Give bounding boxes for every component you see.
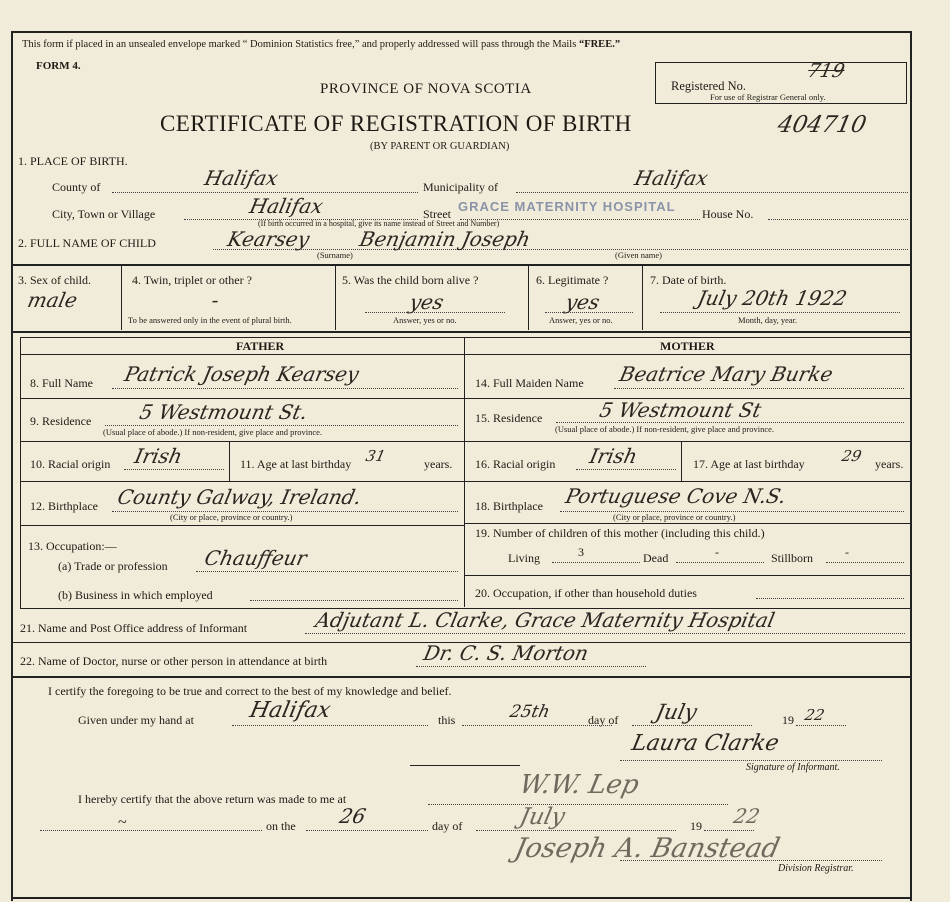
father-row-divider (20, 525, 464, 526)
mother-age-label: 17. Age at last birthday (693, 457, 805, 471)
surname-caption: (Surname) (317, 250, 353, 260)
reg-month-line (476, 830, 676, 831)
living-value: 3 (578, 545, 584, 559)
child-name-label: 2. FULL NAME OF CHILD (18, 236, 156, 250)
mother-row-divider (464, 481, 910, 482)
reg-year: 22 (731, 804, 763, 828)
col-divider (121, 266, 122, 330)
twin-value: - (209, 288, 222, 312)
parents-middle-divider (464, 337, 465, 607)
registrar-caption: Division Registrar. (778, 863, 854, 874)
year-prefix: 19 (782, 713, 794, 727)
stillborn-line (826, 562, 904, 563)
reg-day-of-label: day of (432, 819, 463, 833)
mother-residence-label: 15. Residence (475, 411, 543, 425)
given-month-line (632, 725, 752, 726)
father-row-divider (20, 398, 464, 399)
given-place-line (232, 725, 428, 726)
father-residence-caption: (Usual place of abode.) If non-resident, give place and province. (103, 427, 323, 437)
given-day: 25th (507, 702, 552, 722)
city-value: Halifax (247, 194, 326, 218)
living-line (552, 562, 640, 563)
mother-name-line (614, 388, 904, 389)
house-line (768, 219, 908, 220)
mother-racial-line (576, 469, 676, 470)
father-heading: FATHER (236, 339, 285, 353)
father-age-label: 11. Age at last birthday (240, 457, 352, 471)
mother-residence-line (556, 422, 904, 423)
dead-value: - (715, 545, 719, 559)
father-business-line (250, 600, 458, 601)
given-place: Halifax (247, 698, 333, 723)
row-divider (12, 676, 910, 678)
informant-line (305, 633, 905, 634)
certificate-title: CERTIFICATE OF REGISTRATION OF BIRTH (160, 111, 632, 136)
place-section-label: 1. PLACE OF BIRTH. (18, 154, 128, 168)
reg-month: July (517, 804, 568, 830)
dob-label: 7. Date of birth. (650, 273, 727, 287)
registrar-use-note: For use of Registrar General only. (710, 92, 826, 102)
father-trade-line (196, 571, 458, 572)
bottom-border (11, 897, 911, 899)
mother-birthplace-label: 18. Birthplace (475, 499, 543, 513)
legit-line (545, 312, 633, 313)
sex-value: male (25, 288, 80, 312)
alive-line (365, 312, 505, 313)
divider-short (410, 765, 520, 766)
dob-line (660, 312, 900, 313)
mother-birthplace-caption: (City or place, province or country.) (613, 512, 736, 522)
doctor-line (416, 666, 646, 667)
row-divider (12, 331, 910, 333)
reg-day: 26 (337, 804, 369, 828)
twin-label: 4. Twin, triplet or other ? (132, 273, 252, 287)
reg-day-line (306, 830, 428, 831)
registrar-place-line (428, 804, 728, 805)
mother-age-divider (681, 441, 682, 481)
mother-row-divider (464, 441, 910, 442)
legit-value: yes (563, 290, 602, 314)
father-residence-label: 9. Residence (30, 414, 92, 428)
registered-no-value: 719 (805, 60, 847, 82)
father-age-value: 31 (364, 447, 388, 465)
mother-racial-value: Irish (587, 444, 640, 468)
father-racial-line (124, 469, 224, 470)
given-month: July (653, 700, 700, 724)
informant-signature-line (620, 760, 882, 761)
row-divider (12, 264, 910, 266)
registrar-first-line (40, 830, 262, 831)
father-age-divider (229, 441, 230, 481)
this-label: this (438, 713, 456, 727)
registrar-signature-line (620, 860, 882, 861)
father-occupation-label: 13. Occupation:— (28, 539, 117, 553)
top-border (11, 31, 911, 33)
given-label: Given under my hand at (78, 713, 194, 727)
col-divider (642, 266, 643, 330)
mother-occupation-line (756, 598, 904, 599)
father-name-line (112, 388, 458, 389)
living-label: Living (508, 551, 540, 565)
father-trade-label: (a) Trade or profession (58, 559, 168, 573)
form-number: FORM 4. (36, 60, 81, 72)
street-value: GRACE MATERNITY HOSPITAL (458, 199, 676, 214)
stillborn-value: - (845, 545, 849, 559)
mail-notice-free: “FREE.” (578, 39, 621, 50)
certify-text: I certify the foregoing to be true and correct to the best of my knowledge and belief. (48, 684, 452, 698)
father-racial-value: Irish (132, 444, 185, 468)
informant-signature-caption: Signature of Informant. (746, 762, 840, 773)
informant-signature: Laura Clarke (629, 731, 782, 756)
reg-year-prefix: 19 (690, 819, 702, 833)
given-year-line (796, 725, 846, 726)
mother-heading: MOTHER (660, 339, 715, 353)
house-label: House No. (702, 207, 754, 221)
street-label: Street (423, 207, 451, 221)
mother-children-label: 19. Number of children of this mother (including this child.) (475, 526, 765, 540)
dob-value: July 20th 1922 (695, 286, 850, 310)
registrar-signature: Joseph A. Banstead (511, 833, 783, 864)
father-racial-label: 10. Racial origin (30, 457, 111, 471)
child-given: Benjamin Joseph (357, 227, 533, 251)
father-row-divider (20, 481, 464, 482)
left-border (11, 31, 13, 901)
right-border (910, 31, 912, 901)
hospital-note: (If birth occurred in a hospital, give its name instead of Street and Number) (258, 219, 500, 228)
given-caption: (Given name) (615, 250, 662, 260)
dob-caption: Month, day, year. (738, 315, 798, 325)
city-label: City, Town or Village (52, 207, 156, 221)
mother-residence-value: 5 Westmount St (597, 398, 764, 422)
file-number: 404710 (775, 112, 869, 138)
col-divider (528, 266, 529, 330)
twin-note: To be answered only in the event of plural birth. (128, 315, 292, 325)
county-label: County of (52, 180, 101, 194)
father-row-divider (20, 441, 464, 442)
col-divider (335, 266, 336, 330)
informant-value: Adjutant L. Clarke, Grace Maternity Hospital (313, 608, 777, 632)
mother-birthplace-value: Portuguese Cove N.S. (563, 484, 789, 508)
doctor-value: Dr. C. S. Morton (421, 641, 591, 665)
mail-notice (22, 40, 620, 51)
mother-years-label: years. (875, 457, 904, 471)
alive-caption: Answer, yes or no. (393, 315, 457, 325)
reg-year-line (704, 830, 754, 831)
mother-row-divider (464, 523, 910, 524)
municipality-value: Halifax (632, 166, 711, 190)
father-years-label: years. (424, 457, 453, 471)
county-line (112, 192, 418, 193)
mother-age-value: 29 (840, 447, 864, 465)
province-heading: PROVINCE OF NOVA SCOTIA (320, 81, 532, 97)
father-business-label: (b) Business in which employed (58, 588, 213, 602)
registrar-initials: W.W. Lep (516, 770, 642, 800)
municipality-line (516, 192, 908, 193)
dead-label: Dead (643, 551, 669, 565)
father-birthplace-caption: (City or place, province or country.) (170, 512, 293, 522)
father-name-value: Patrick Joseph Kearsey (122, 362, 362, 386)
legit-caption: Answer, yes or no. (549, 315, 613, 325)
father-birthplace-value: County Galway, Ireland. (115, 485, 364, 509)
municipality-label: Municipality of (423, 180, 498, 194)
street-line (460, 219, 700, 220)
father-residence-line (105, 425, 458, 426)
county-value: Halifax (202, 166, 281, 190)
mail-notice-text: This form if placed in an unsealed envelope marked “ Dominion Statistics free,” and properly addressed will pass through the Mails (22, 39, 577, 50)
mother-occupation-label: 20. Occupation, if other than household duties (475, 586, 697, 600)
alive-value: yes (407, 290, 446, 314)
mother-name-value: Beatrice Mary Burke (617, 362, 836, 386)
sex-label: 3. Sex of child. (18, 273, 91, 287)
mother-racial-label: 16. Racial origin (475, 457, 556, 471)
father-residence-value: 5 Westmount St. (137, 400, 310, 424)
registrar-text: I hereby certify that the above return was made to me at (78, 792, 347, 806)
child-surname: Kearsey (225, 227, 312, 251)
father-name-label: 8. Full Name (30, 376, 93, 390)
on-the-label: on the (266, 819, 296, 833)
parents-heading-divider (20, 354, 910, 355)
father-trade-value: Chauffeur (202, 546, 309, 570)
mother-residence-caption: (Usual place of abode.) If non-resident, give place and province. (555, 424, 775, 434)
father-birthplace-label: 12. Birthplace (30, 499, 98, 513)
dead-line (676, 562, 764, 563)
doctor-label: 22. Name of Doctor, nurse or other person in attendance at birth (20, 654, 328, 668)
stillborn-label: Stillborn (771, 551, 814, 565)
legit-label: 6. Legitimate ? (536, 273, 609, 287)
alive-label: 5. Was the child born alive ? (342, 273, 479, 287)
day-of-label: day of (588, 713, 619, 727)
mother-name-label: 14. Full Maiden Name (475, 376, 584, 390)
registered-no-label: Registered No. (671, 79, 746, 93)
given-year: 22 (803, 706, 827, 724)
registrar-mark: ~ (118, 814, 127, 831)
certificate-subtitle: (BY PARENT OR GUARDIAN) (370, 141, 510, 152)
informant-label: 21. Name and Post Office address of Informant (20, 621, 248, 635)
mother-row-divider (464, 575, 910, 576)
